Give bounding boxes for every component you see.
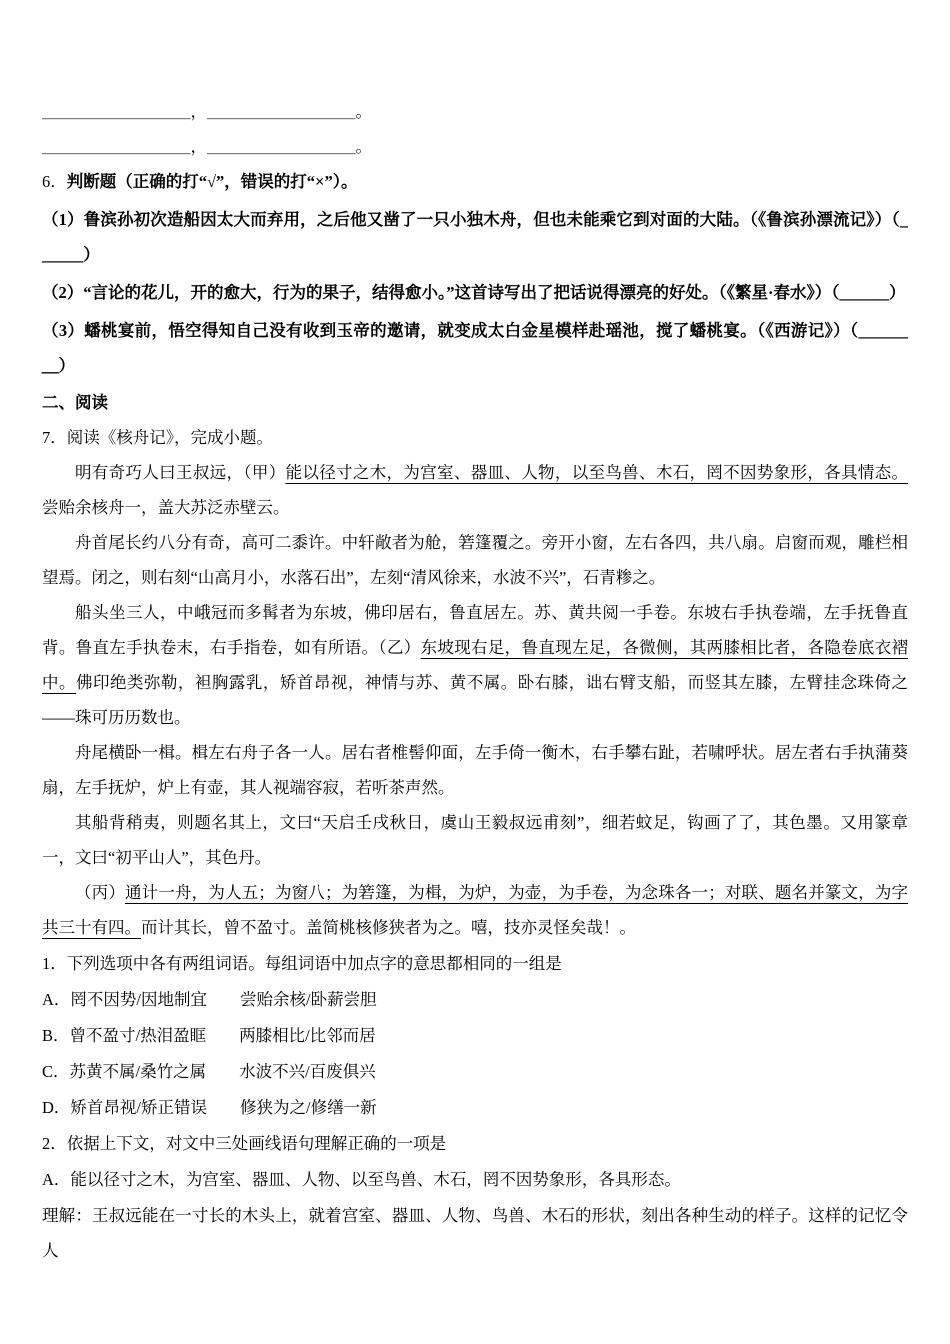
passage-text: （丙） [75,883,125,902]
answer-blank-line-2: ＿＿＿＿＿＿＿＿＿，＿＿＿＿＿＿＿＿＿。 [42,137,372,156]
sub-question-1-option-c: C．苏黄不属/桑竹之属 水波不兴/百废俱兴 [42,1062,376,1081]
answer-blank-line-1: ＿＿＿＿＿＿＿＿＿，＿＿＿＿＿＿＿＿＿。 [42,102,372,121]
sub-question-1-option-b: B．曾不盈寸/热泪盈眶 两膝相比/比邻而居 [42,1026,376,1045]
underlined-sentence-bing: 通计一舟，为人五；为窗八；为箬篷，为楫，为炉，为壶，为手卷，为念珠各一；对联、题名并篆文，为字共三十有四。 [42,883,909,937]
underlined-sentence-jia: 能以径寸之木，为宫室、器皿、人物，以至鸟兽、木石，罔不因势象形，各具情态。 [285,463,909,482]
question-6-item-3: （3）蟠桃宴前，悟空得知自己没有收到玉帝的邀请，就变成太白金星模样赴瑶池，搅了蟠桃宴。（《西游记》）（______＿） [42,321,908,375]
sub-question-2-option-a-explanation: 理解：王叔远能在一寸长的木头上，就着宫室、器皿、人物、鸟兽、木石的形状，刻出各种生动的样子。这样的记忆令人 [42,1206,908,1260]
passage-paragraph-1 [42,455,908,525]
passage-text: 船头坐三人，中峨冠而多髯者为东坡，佛印居右，鲁直居左。苏、黄共阅一手卷。东坡右手执卷端，左手抚鲁直背。鲁直左手执卷末，右手指卷，如有所语。（乙） [42,603,908,657]
sub-question-1-option-a: A．罔不因势/因地制宜 尝贻余核/卧薪尝胆 [42,990,377,1009]
question-6-item-1: （1）鲁滨孙初次造船因太大而弃用，之后他又凿了一只小独木舟，但也未能乘它到对面的大陆。（《鲁滨孙漂流记》）（______） [42,210,908,264]
passage-text: 而计其长，曾不盈寸。盖简桃核修狭者为之。嘻，技亦灵怪矣哉！。 [141,918,636,937]
question-6-item-2: （2）“言论的花儿，开的愈大，行为的果子，结得愈小。”这首诗写出了把话说得漂亮的好处。（《繁星·春水》）（______） [42,283,906,302]
sub-question-1-option-d: D．矫首昂视/矫正错误 修狭为之/修缮一新 [42,1098,377,1117]
question-6-number: 6． [42,172,67,191]
question-7-stem: 7．阅读《核舟记》，完成小题。 [42,428,273,447]
passage-paragraph-3 [42,595,908,735]
passage-text: 尝贻余核舟一，盖大苏泛赤壁云。 [42,498,290,517]
passage-paragraph-2: 舟首尾长约八分有奇，高可二黍许。中轩敞者为舱，箬篷覆之。旁开小窗，左右各四，共八扇。启窗而观，雕栏相望焉。闭之，则右刻“山高月小，水落石出”，左刻“清风徐来，水波不兴”，石青糁之。 [42,533,908,587]
passage-paragraph-6 [42,875,908,945]
sub-question-1-stem: 1．下列选项中各有两组词语。每组词语中加点字的意思都相同的一组是 [42,954,562,973]
section-2-heading: 二、阅读 [42,393,108,412]
passage-paragraph-4: 舟尾横卧一楫。楫左右舟子各一人。居右者椎髻仰面，左手倚一衡木，右手攀右趾，若啸呼状。居左者右手执蒲葵扇，左手抚炉，炉上有壶，其人视端容寂，若听茶声然。 [42,743,908,797]
question-6-title: 判断题（正确的打“√”，错误的打“×”）。 [66,172,358,191]
sub-question-2-option-a: A．能以径寸之木，为宫室、器皿、人物、以至鸟兽、木石，罔不因势象形，各具形态。 [42,1170,681,1189]
sub-question-2-stem: 2．依据上下文，对文中三处画线语句理解正确的一项是 [42,1134,447,1153]
passage-text: 佛印绝类弥勒，袒胸露乳，矫首昂视，神情与苏、黄不属。卧右膝，诎右臂支船，而竖其左膝，左臂挂念珠倚之——珠可历历数也。 [42,673,909,727]
question-6-stem [42,164,908,199]
passage-paragraph-5: 其船背稍夷，则题名其上，文曰“天启壬戌秋日，虞山王毅叔远甫刻”，细若蚊足，钩画了了，其色墨。又用篆章一，文曰“初平山人”，其色丹。 [42,813,908,867]
passage-text: 明有奇巧人曰王叔远，（甲） [75,463,286,482]
underlined-sentence-yi: 东坡现右足，鲁直现左足，各微侧，其两膝相比者，各隐卷底衣褶中。 [42,638,909,692]
